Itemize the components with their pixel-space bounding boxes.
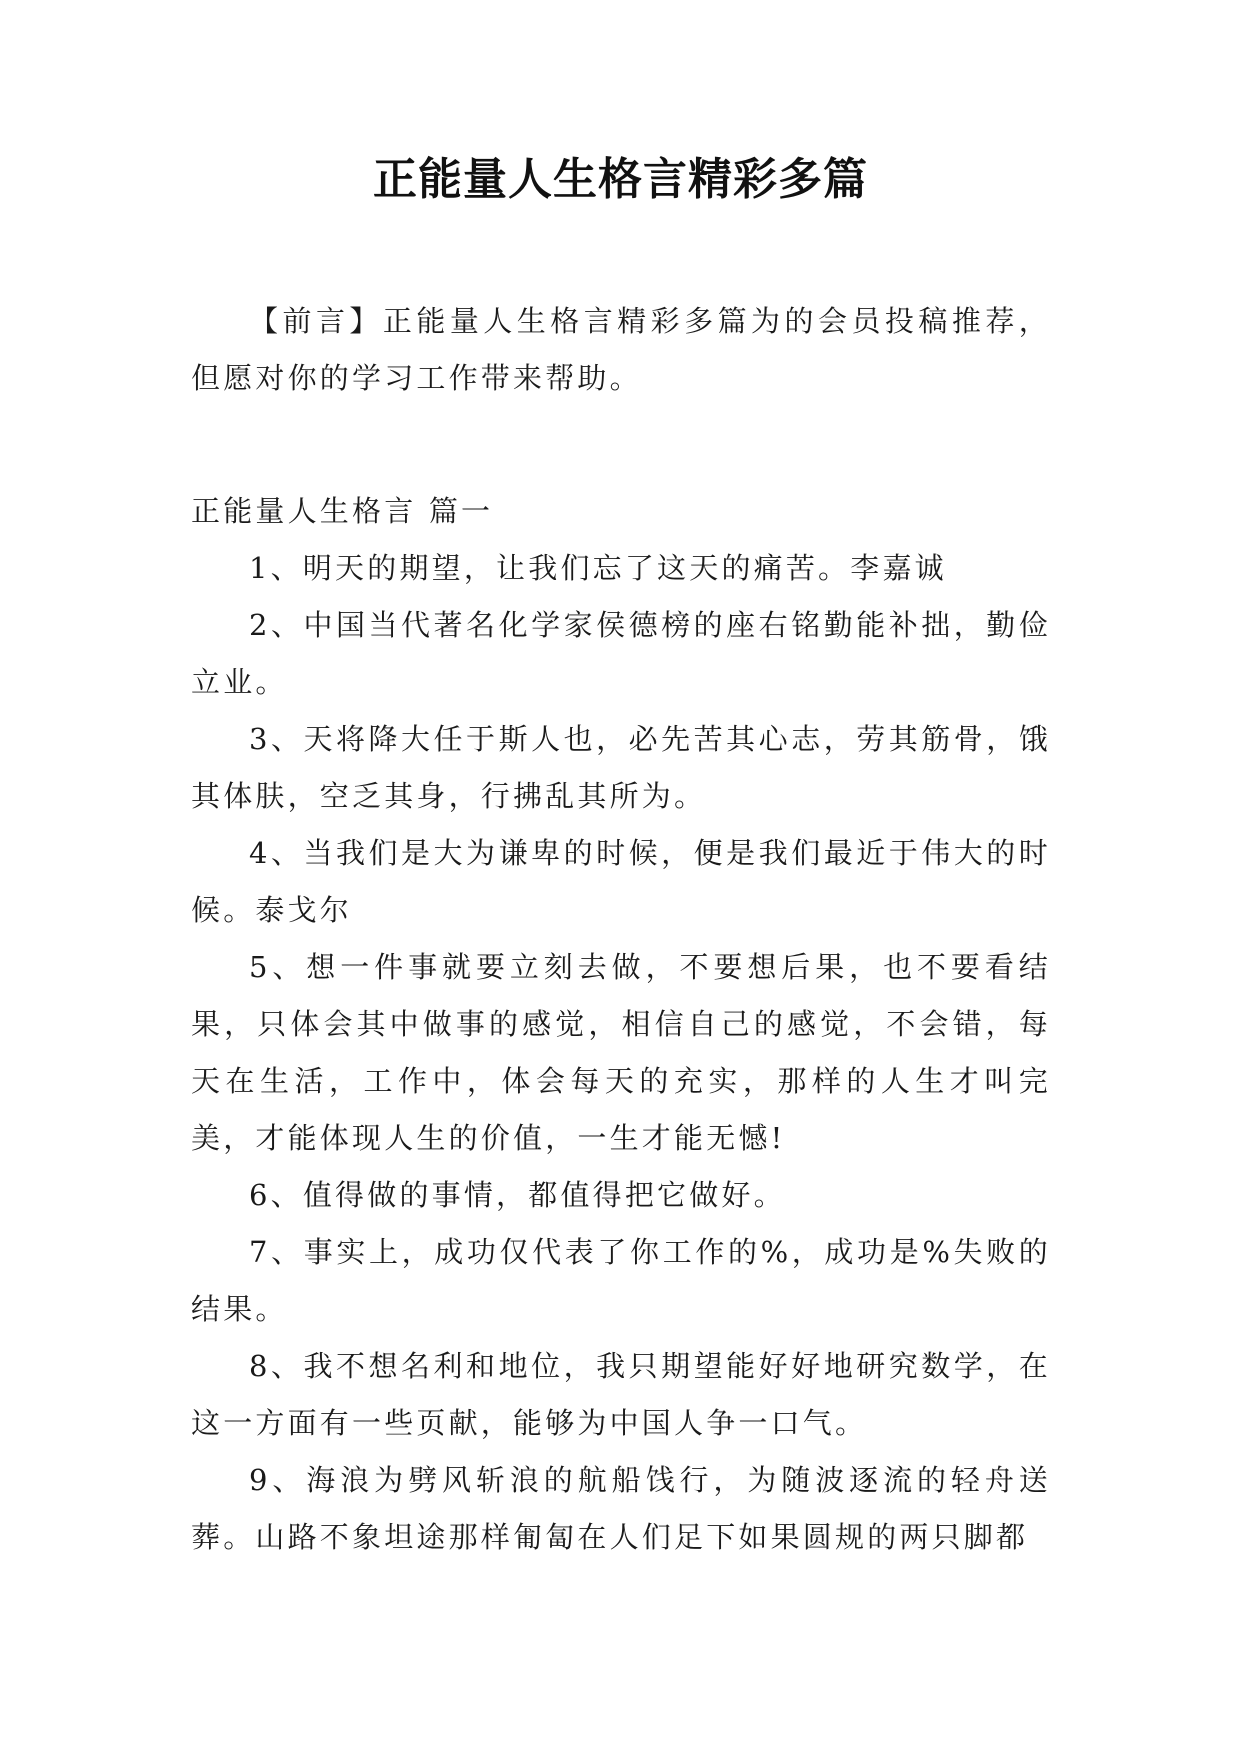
list-item: 7、事实上，成功仅代表了你工作的%，成功是%失败的结果。	[191, 1235, 1051, 1326]
list-item: 8、我不想名利和地位，我只期望能好好地研究数学，在这一方面有一些页献，能够为中国人争一口气。	[191, 1349, 1051, 1440]
list-item: 1、明天的期望，让我们忘了这天的痛苦。李嘉诚	[249, 551, 947, 585]
document-body	[191, 293, 1051, 1566]
document-title: 正能量人生格言精彩多篇	[373, 154, 868, 205]
list-item: 5、想一件事就要立刻去做，不要想后果，也不要看结果，只体会其中做事的感觉，相信自己的感觉，不会错，每天在生活，工作中，体会每天的充实，那样的人生才叫完美，才能体现人生的价值，一生才能无憾!	[191, 950, 1051, 1155]
preface-paragraph: 【前言】正能量人生格言精彩多篇为的会员投稿推荐，但愿对你的学习工作带来帮助。	[191, 304, 1051, 395]
section-heading: 正能量人生格言 篇一	[191, 494, 494, 528]
list-item: 9、海浪为劈风斩浪的航船饯行，为随波逐流的轻舟送葬。山路不象坦途那样匍匐在人们足下如果圆规的两只脚都	[191, 1463, 1051, 1554]
list-item: 3、天将降大任于斯人也，必先苦其心志，劳其筋骨，饿其体肤，空乏其身，行拂乱其所为。	[191, 722, 1051, 813]
list-item: 2、中国当代著名化学家侯德榜的座右铭勤能补拙，勤俭立业。	[191, 608, 1051, 699]
list-item: 6、值得做的事情，都值得把它做好。	[249, 1178, 786, 1212]
list-item: 4、当我们是大为谦卑的时候，便是我们最近于伟大的时候。泰戈尔	[191, 836, 1051, 927]
